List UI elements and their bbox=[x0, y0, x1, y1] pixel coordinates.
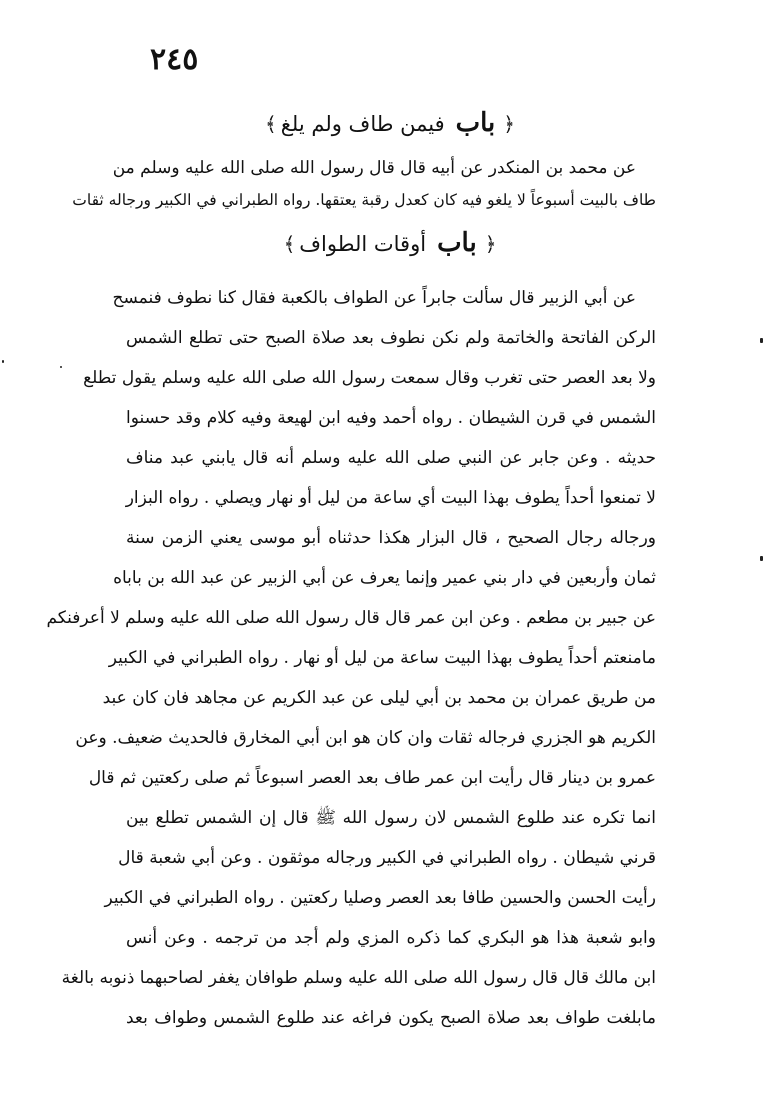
section-title: أوقات الطواف bbox=[299, 232, 427, 256]
text-line: من طريق عمران بن محمد بن أبي ليلى عن عبد الكريم عن مجاهد فان كان عبد bbox=[102, 688, 656, 708]
text-line: عمرو بن دينار قال رأيت ابن عمر طاف بعد العصر اسبوعاً ثم صلى ركعتين ثم قال bbox=[88, 768, 656, 788]
section-heading bbox=[120, 228, 660, 258]
text-line: ابن مالك قال قال رسول الله صلى الله عليه وسلم طوافان يغفر لصاحبهما ذنوبه بالغة bbox=[61, 968, 656, 988]
text-line: الركن الفاتحة والخاتمة ولم نكن نطوف بعد صلاة الصبح حتى تطلع الشمس bbox=[126, 328, 656, 348]
scan-speck bbox=[760, 556, 763, 561]
text-line: الشمس في قرن الشيطان . رواه أحمد وفيه ابن لهيعة وفيه كلام وقد حسنوا bbox=[126, 408, 656, 428]
text-line: حديثه . وعن جابر عن النبي صلى الله عليه وسلم أنه قال يابني عبد مناف bbox=[126, 448, 656, 468]
text-line: وابو شعبة هذا هو البكري كما ذكره المزي ولم أجد من ترجمه . وعن أنس bbox=[126, 928, 656, 948]
bab-label: باب bbox=[455, 108, 496, 138]
page-number: ٢٤٥ bbox=[150, 42, 199, 77]
ornament-close: ﴾ bbox=[283, 232, 296, 256]
scan-speck bbox=[760, 338, 763, 343]
text-line: طاف بالبيت أسبوعاً لا يلغو فيه كان كعدل رقبة يعتقها. رواه الطبراني في الكبير ورجاله ثقات bbox=[72, 191, 656, 209]
text-line: ولا بعد العصر حتى تغرب وقال سمعت رسول الله صلى الله عليه وسلم يقول تطلع bbox=[83, 368, 656, 388]
ornament-open: ﴿ bbox=[484, 232, 497, 256]
scan-speck bbox=[2, 360, 4, 363]
text-line: قرني شيطان . رواه الطبراني في الكبير ورجاله موثقون . وعن أبي شعبة قال bbox=[118, 848, 656, 868]
text-line: عن جبير بن مطعم . وعن ابن عمر قال قال رسول الله صلى الله عليه وسلم لا أعرفنكم bbox=[46, 608, 656, 628]
section-heading bbox=[120, 108, 660, 138]
scan-speck bbox=[60, 366, 62, 368]
text-line: مامنعتم أحداً يطوف بهذا البيت ساعة من ليل أو نهار . رواه الطبراني في الكبير bbox=[108, 648, 656, 668]
section-title: فيمن طاف ولم يلغ bbox=[280, 112, 445, 136]
text-line: مابلغت طواف بعد صلاة الصبح يكون فراغه عند طلوع الشمس وطواف بعد bbox=[126, 1008, 656, 1028]
text-line: ورجاله رجال الصحيح ، قال البزار هكذا حدثناه أبو موسى يعني الزمن سنة bbox=[126, 528, 656, 548]
ornament-open: ﴿ bbox=[503, 112, 515, 136]
ornament-close: ﴾ bbox=[265, 112, 277, 136]
text-line: الكريم هو الجزري فرجاله ثقات وان كان هو ابن أبي المخارق فالحديث ضعيف. وعن bbox=[75, 728, 656, 748]
text-line: عن محمد بن المنكدر عن أبيه قال قال رسول الله صلى الله عليه وسلم من bbox=[112, 158, 636, 178]
text-line: رأيت الحسن والحسين طافا بعد العصر وصليا ركعتين . رواه الطبراني في الكبير bbox=[104, 888, 656, 908]
text-line: عن أبي الزبير قال سألت جابراً عن الطواف بالكعبة فقال كنا نطوف فنمسح bbox=[112, 288, 636, 308]
text-line: لا تمنعوا أحداً يطوف بهذا البيت أي ساعة من ليل أو نهار ويصلي . رواه البزار bbox=[125, 488, 656, 508]
bab-label: باب bbox=[437, 228, 477, 258]
text-line: انما تكره عند طلوع الشمس لان رسول الله ﷺ قال إن الشمس تطلع بين bbox=[126, 808, 656, 828]
text-line: ثمان وأربعين في دار بني عمير وإنما يعرف عن أبي الزبير عن عبد الله بن باباه bbox=[113, 568, 656, 588]
